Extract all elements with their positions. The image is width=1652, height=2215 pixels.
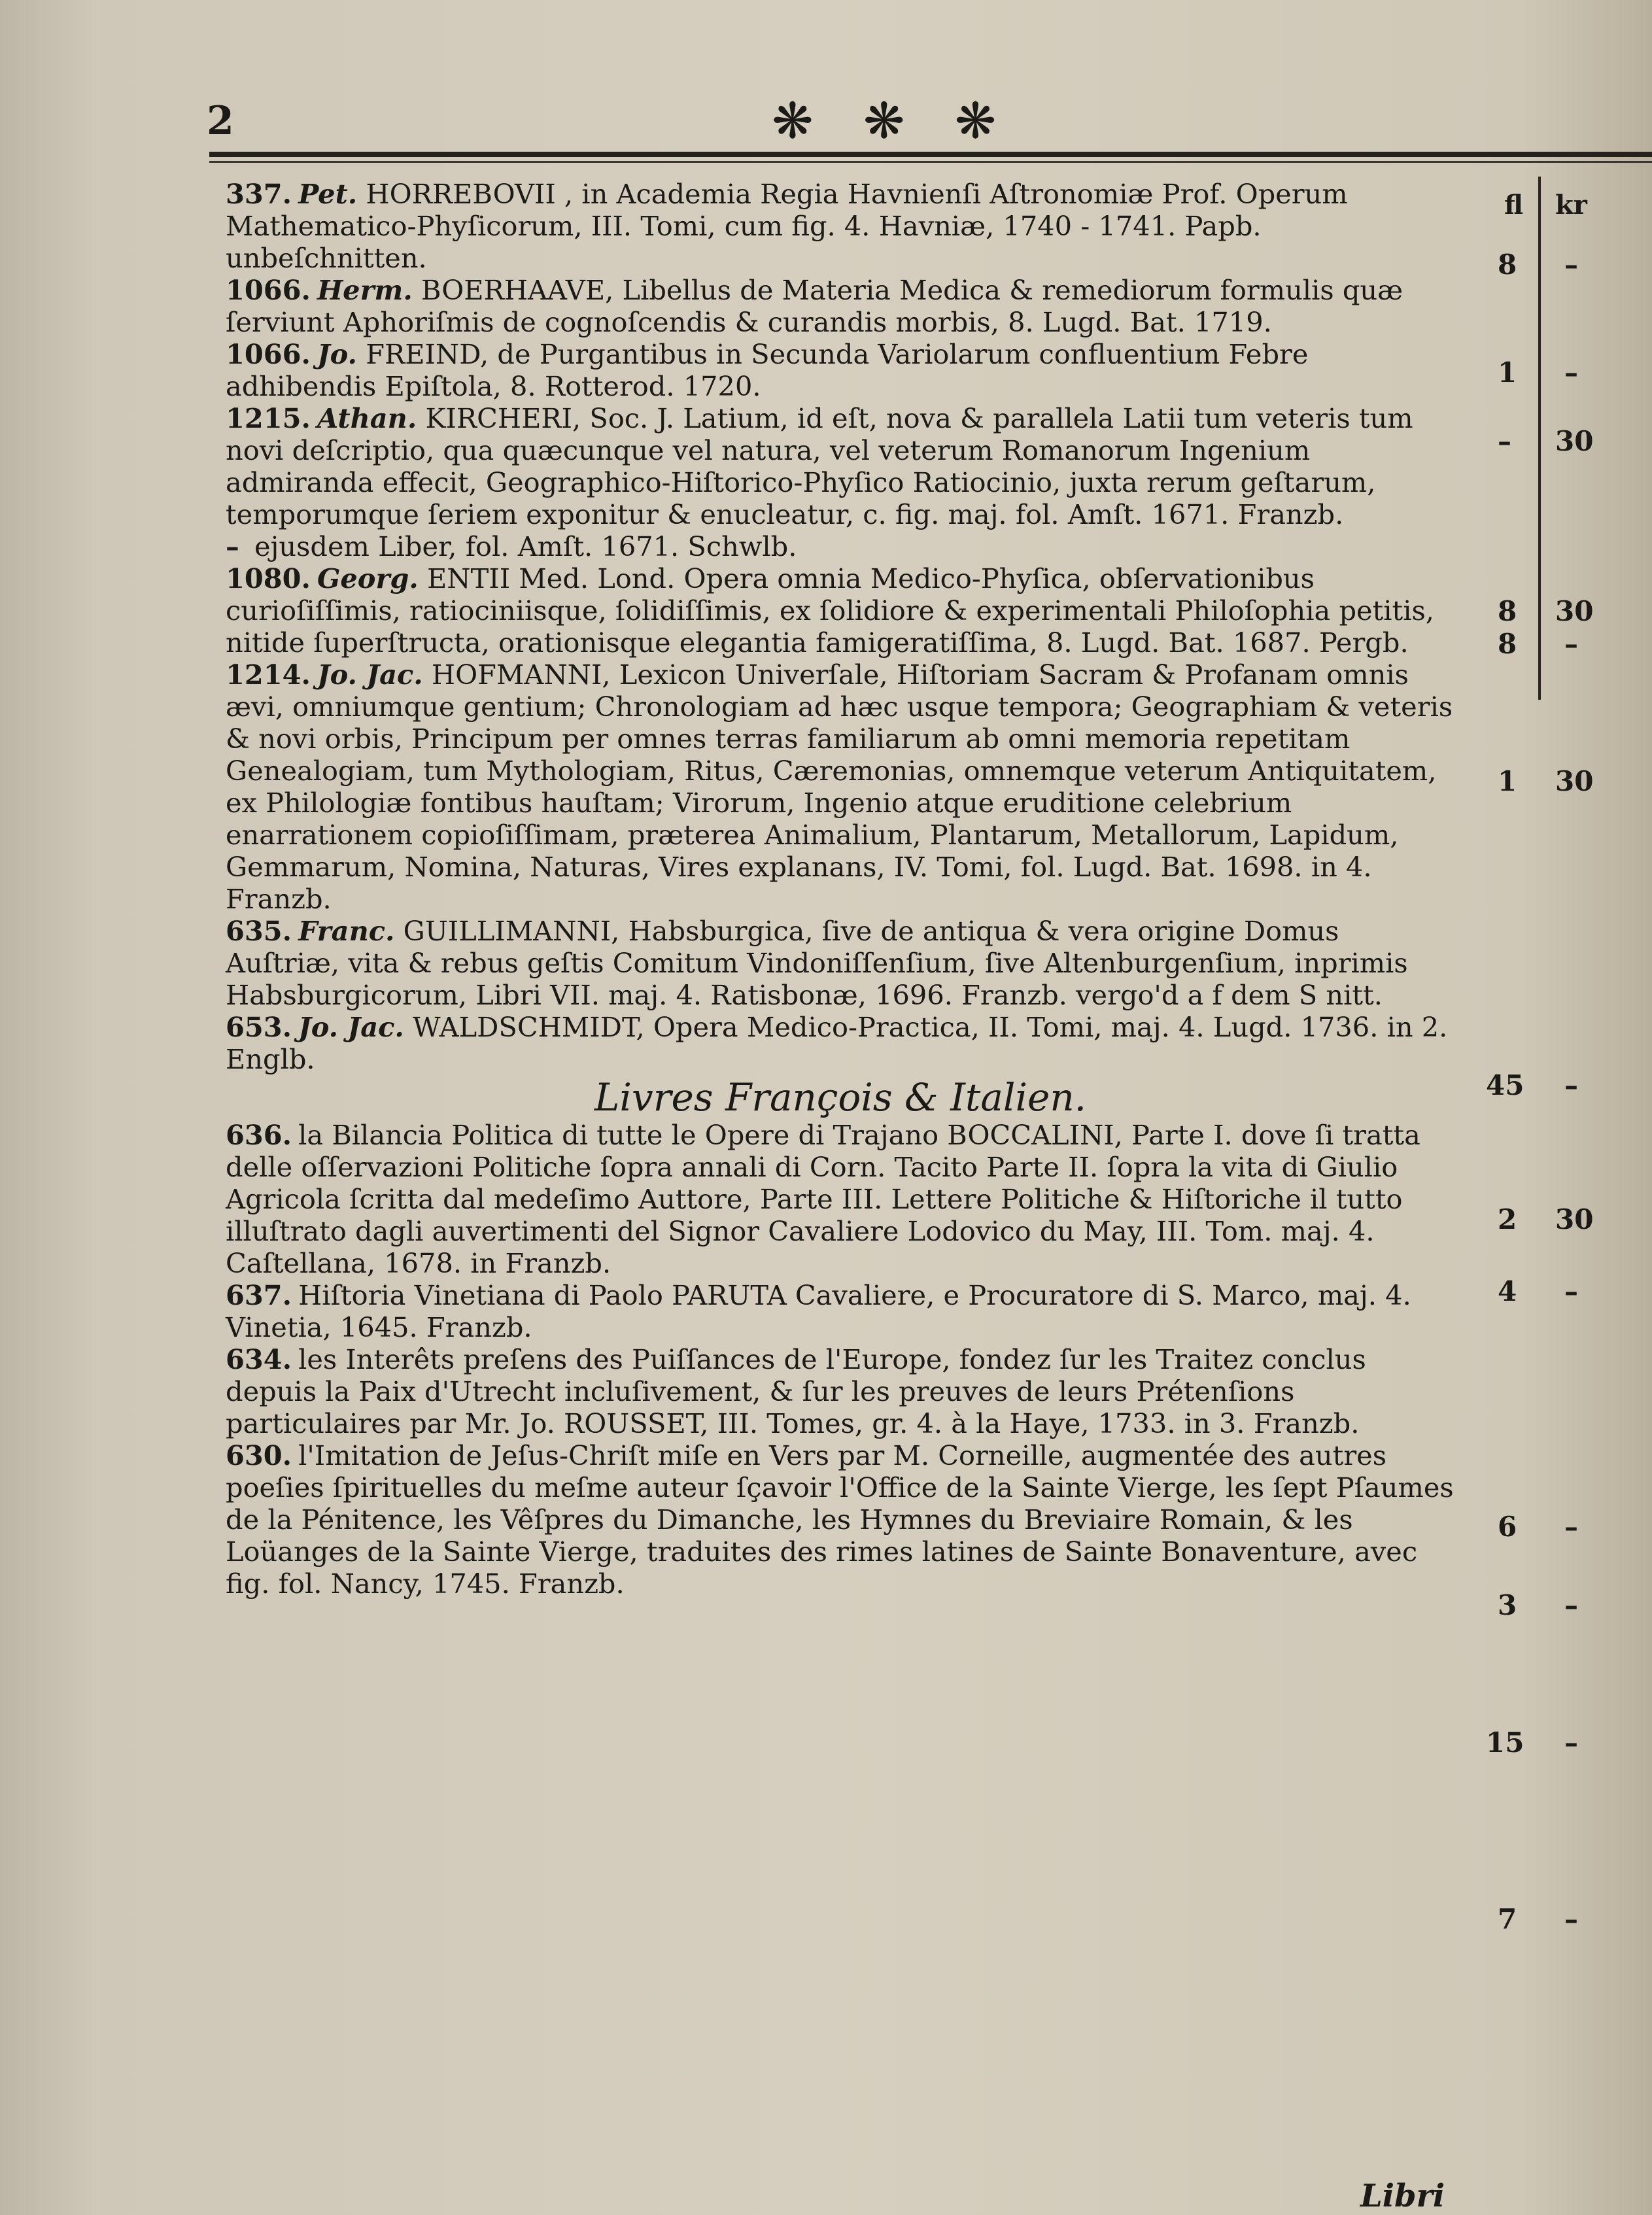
entry-text: KIRCHERI, Soc. J. Latium, id eſt, nova & parallela Latii tum veteris tum novi deſcriptio, qua quæcunque vel natura, vel veterum Romanorum Ingenium admiranda effecit, Geographico-Hiſtorico-Phyſico Ratiocinio, juxta rerum geſtarum, temporumque ſeriem exponitur & enucleatur, c. fig. maj. fol. Amſt. 1671. Franzb. xyxy=(226,402,1413,530)
entry xyxy=(226,659,1455,915)
author-prefix: Pet. xyxy=(298,178,358,210)
price-fl: 8 xyxy=(1498,249,1517,281)
lot-number: 1080. xyxy=(226,562,311,594)
author-prefix: Jo. Jac. xyxy=(298,1011,404,1043)
price-kr: 30 xyxy=(1555,1203,1594,1235)
header-ornament: ❋ ❋ ❋ xyxy=(772,92,1014,150)
header-rule-thin xyxy=(209,161,1652,163)
author-prefix: Jo. xyxy=(317,338,357,370)
price-fl: 45 xyxy=(1486,1069,1524,1101)
entry-text: WALDSCHMIDT, Opera Medico-Practica, II. Tomi, maj. 4. Lugd. 1736. in 2. Englb. xyxy=(226,1011,1448,1075)
entry xyxy=(226,338,1455,402)
lot-number: 634. xyxy=(226,1343,292,1375)
author-prefix: Herm. xyxy=(317,274,413,306)
entry xyxy=(226,562,1455,659)
price-fl: 1 xyxy=(1498,356,1517,388)
entry xyxy=(226,1439,1455,1600)
entry xyxy=(226,1119,1455,1279)
entry-text: les Interêts preſens des Puiſſances de l'Europe, fondez ſur les Traitez conclus depuis la Paix d'Utrecht incluſivement, & ſur les preuves de leurs Prétenſions particulaires par Mr. Jo. ROUSSET, III. Tomes, gr. 4. à la Haye, 1733. in 3. Franzb. xyxy=(226,1343,1366,1439)
entry xyxy=(226,1011,1455,1075)
price-fl: 8 xyxy=(1498,628,1517,660)
entry-text: FREIND, de Purgantibus in Secunda Variolarum confluentium Febre adhibendis Epiſtola, 8. Rotterod. 1720. xyxy=(226,338,1309,402)
entry xyxy=(226,1279,1455,1343)
lot-number: 1215. xyxy=(226,402,311,434)
price-kr: – xyxy=(1564,1903,1578,1935)
price-fl: 6 xyxy=(1498,1511,1517,1543)
price-kr: – xyxy=(1564,1511,1578,1543)
lot-number: 337. xyxy=(226,178,292,210)
price-fl: 8 xyxy=(1498,595,1517,627)
price-kr: – xyxy=(1564,249,1578,281)
lot-number: 630. xyxy=(226,1439,292,1471)
price-fl: 4 xyxy=(1498,1275,1517,1307)
price-kr: 30 xyxy=(1555,765,1594,797)
page-number: 2 xyxy=(207,98,234,144)
entry-text: Hiſtoria Vinetiana di Paolo PARUTA Cavaliere, e Procuratore di S. Marco, maj. 4. Vinetia, 1645. Franzb. xyxy=(226,1279,1411,1343)
entry-text: ENTII Med. Lond. Opera omnia Medico-Phyſica, obſervationibus curioſiſſimis, ratiociniisque, ſolidiſſimis, ex ſolidiore & experimentali Philoſophia petitis, nitide ſuperſtructa, orationisque elegantia famigeratiſſima, 8. Lugd. Bat. 1687. Pergb. xyxy=(226,562,1434,659)
price-fl: – xyxy=(1498,425,1511,457)
entry-text: ejusdem Liber, fol. Amſt. 1671. Schwlb. xyxy=(254,530,797,562)
catchword: Libri xyxy=(1360,2178,1445,2214)
entry-text: l'Imitation de Jeſus-Chriſt miſe en Vers par M. Corneille, augmentée des autres poeſies ſpirituelles du meſme auteur ſçavoir l'Office de la Sainte Vierge, les ſept Pſaumes de la Pénitence, les Vêſpres du Dimanche, les Hymnes du Breviaire Romain, & les Loüanges de la Sainte Vierge, traduites des rimes latines de Sainte Bonaventure, avec fig. fol. Nancy, 1745. Franzb. xyxy=(226,1439,1454,1600)
entry-text: HORREBOVII , in Academia Regia Havnienſi Aſtronomiæ Prof. Operum Mathematico-Phyſicorum, III. Tomi, cum fig. 4. Havniæ, 1740 - 1741. Papb. unbeſchnitten. xyxy=(226,178,1348,274)
entry-text: GUILLIMANNI, Habsburgica, ſive de antiqua & vera origine Domus Auſtriæ, vita & rebus geſtis Comitum Vindoniſſenſium, ſive Altenburgenſium, inprimis Habsburgicorum, Libri VII. maj. 4. Ratisbonæ, 1696. Franzb. vergo'd a f dem S nitt. xyxy=(226,915,1408,1011)
entry-text: la Bilancia Politica di tutte le Opere di Trajano BOCCALINI, Parte I. dove ſi tratta delle oſſervazioni Politiche ſopra annali di Corn. Tacito Parte II. ſopra la vita di Giulio Agricola ſcritta dal medeſimo Auttore, Parte III. Lettere Politiche & Hiſtoriche il tutto illuſtrato dagli auvertimenti del Signor Cavaliere Lodovico du May, III. Tom. maj. 4. Caſtellana, 1678. in Franzb. xyxy=(226,1119,1420,1279)
lot-number: 635. xyxy=(226,915,292,947)
lot-number: 636. xyxy=(226,1119,292,1151)
price-kr: – xyxy=(1564,356,1578,388)
column-header-kr: kr xyxy=(1555,190,1587,220)
price-fl: 15 xyxy=(1486,1726,1524,1759)
lot-number: 637. xyxy=(226,1279,292,1311)
price-kr: – xyxy=(1564,1275,1578,1307)
lot-number: – xyxy=(226,530,239,562)
author-prefix: Jo. Jac. xyxy=(317,659,423,691)
author-prefix: Georg. xyxy=(317,562,419,594)
page-header xyxy=(196,85,1602,163)
lot-number: 1214. xyxy=(226,659,311,691)
lot-number: 653. xyxy=(226,1011,292,1043)
section-heading: Livres François & Italien. xyxy=(594,1075,1087,1120)
header-rule xyxy=(209,152,1652,157)
lot-number: 1066. xyxy=(226,274,311,306)
entry-text: BOERHAAVE, Libellus de Materia Medica & remediorum formulis quæ ſerviunt Aphoriſmis de cognoſcendis & curandis morbis, 8. Lugd. Bat. 1719. xyxy=(226,274,1403,338)
price-kr: – xyxy=(1564,1726,1578,1759)
price-kr: – xyxy=(1564,1589,1578,1621)
entry xyxy=(226,915,1455,1011)
author-prefix: Athan. xyxy=(317,402,417,434)
entry xyxy=(226,274,1455,338)
entry xyxy=(226,178,1455,274)
catalogue-entries xyxy=(226,178,1455,1600)
author-prefix: Franc. xyxy=(298,915,395,947)
price-fl: 7 xyxy=(1498,1903,1517,1935)
entry xyxy=(226,402,1455,530)
price-kr: – xyxy=(1564,1069,1578,1101)
price-fl: 3 xyxy=(1498,1589,1517,1621)
price-kr: 30 xyxy=(1555,595,1594,627)
column-header-fl: fl xyxy=(1504,190,1524,220)
price-column-divider xyxy=(1538,177,1541,700)
price-fl: 1 xyxy=(1498,765,1517,797)
price-kr: 30 xyxy=(1555,425,1594,457)
price-kr: – xyxy=(1564,628,1578,660)
entry xyxy=(226,530,1455,562)
entry-text: HOFMANNI, Lexicon Univerſale, Hiſtoriam Sacram & Profanam omnis ævi, omniumque gentium; Chronologiam ad hæc usque tempora; Geographiam & veteris & novi orbis, Principum per omnes terras familiarum ab omni memoria repetitam Genealogiam, tum Mythologiam, Ritus, Cæremonias, omnemque veterum Antiquitatem, ex Philologiæ fontibus hauſtam; Virorum, Ingenio atque eruditione celebrium enarrationem copioſiſſimam, præterea Animalium, Plantarum, Metallorum, Lapidum, Gemmarum, Nomina, Naturas, Vires explanans, IV. Tomi, fol. Lugd. Bat. 1698. in 4. Franzb. xyxy=(226,659,1453,915)
entry xyxy=(226,1343,1455,1439)
price-fl: 2 xyxy=(1498,1203,1517,1235)
lot-number: 1066. xyxy=(226,338,311,370)
